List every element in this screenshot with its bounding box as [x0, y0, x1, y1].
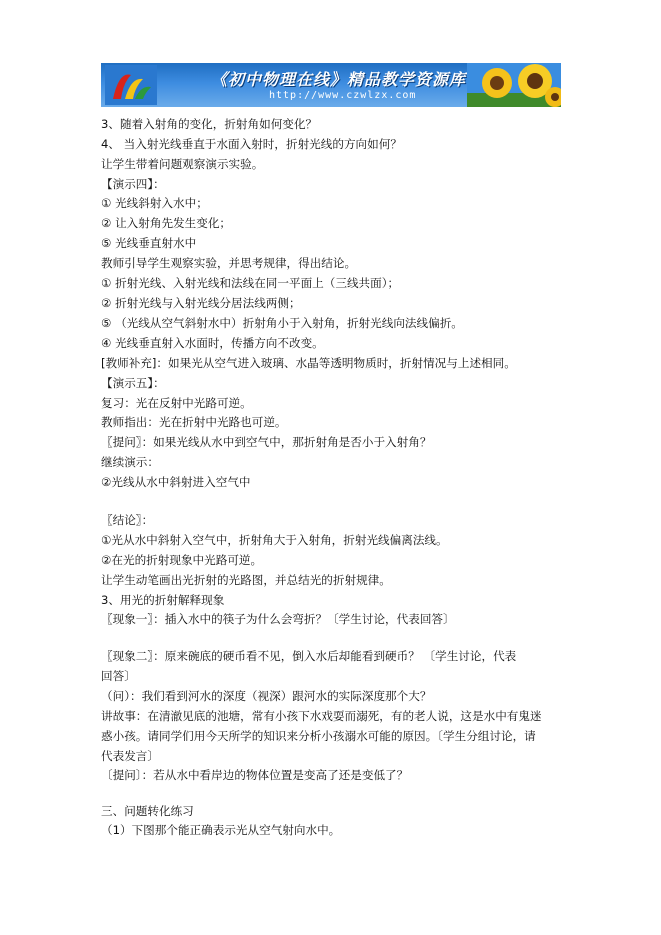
header-banner — [101, 63, 561, 107]
logo-icon — [105, 65, 157, 105]
student-drawing-task: 让学生动笔画出光折射的光路图，并总结光的折射规律。 — [101, 573, 391, 587]
demo-5-step: ②光线从水中斜射进入空气中 — [101, 475, 251, 489]
banner-title: 《初中物理在线》精品教学资源库 — [211, 70, 467, 89]
phenomenon-2: 〖现象二〗：原来碗底的硬币看不见，倒入水后却能看到硬币？ 〔学生讨论，代表 — [101, 649, 517, 663]
instruction-text: 让学生带着问题观察演示实验。 — [101, 157, 264, 171]
practice-question-1: （1）下图那个能正确表示光从空气射向水中。 — [101, 823, 341, 837]
demo-4-step-2: ② 让入射角先发生变化； — [101, 216, 232, 230]
banner-url: http://www.czwlzx.com — [269, 90, 417, 101]
story-line-3: 代表发言〕 — [101, 749, 159, 763]
shore-question: 〔提问〕：若从水中看岸边的物体位置是变高了还是变低了？ — [101, 768, 409, 782]
phenomenon-2-cont: 回答〕 — [101, 669, 136, 683]
conclusion-3: ⑤ （光线从空气斜射水中）折射角小于入射角，折射光线向法线偏折。 — [101, 316, 463, 330]
teacher-point: 教师指出：光在折射中光路也可逆。 — [101, 415, 287, 429]
conclusion-item-1: ①光从水中斜射入空气中，折射角大于入射角，折射光线偏离法线。 — [101, 533, 448, 547]
question-3: 3、随着入射角的变化，折射角如何变化？ — [101, 117, 318, 131]
story-line-1: 讲故事：在清澈见底的池塘，常有小孩下水戏耍而溺死，有的老人说，这是水中有鬼迷 — [101, 709, 542, 723]
phenomenon-1: 〖现象一〗：插入水中的筷子为什么会弯折？〔学生讨论，代表回答〕 — [101, 612, 455, 626]
conclusion-heading: 〖结论〗： — [101, 513, 154, 527]
conclusion-4: ④ 光线垂直射入水面时，传播方向不改变。 — [101, 336, 324, 350]
review-text: 复习：光在反射中光路可逆。 — [101, 396, 252, 410]
story-line-2: 惑小孩。请同学们用今天所学的知识来分析小孩溺水可能的原因。〔学生分组讨论，请 — [101, 729, 536, 743]
conclusion-2: ② 折射光线与入射光线分居法线两侧； — [101, 296, 301, 310]
demo-4-step-1: ① 光线斜射入水中； — [101, 196, 208, 210]
section-heading-3: 3、用光的折射解释现象 — [101, 593, 225, 607]
teacher-supplement: [教师补充]：如果光从空气进入玻璃、水晶等透明物质时，折射情况与上述相同。 — [101, 356, 516, 370]
conclusion-1: ① 折射光线、入射光线和法线在同一平面上（三线共面）； — [101, 276, 400, 290]
demo-5-heading: 【演示五】： — [101, 376, 165, 390]
continue-demo: 继续演示： — [101, 455, 159, 469]
question-prompt: 〖提问〗：如果光线从水中到空气中，那折射角是否小于入射角？ — [101, 435, 432, 449]
section-heading-practice: 三、问题转化练习 — [101, 804, 194, 818]
conclusion-item-2: ②在光的折射现象中光路可逆。 — [101, 553, 263, 567]
depth-question: （问）：我们看到河水的深度（视深）跟河水的实际深度那个大？ — [101, 689, 432, 703]
sunflower-icon — [467, 63, 561, 107]
question-4: 4、 当入射光线垂直于水面入射时，折射光线的方向如何？ — [101, 137, 402, 151]
demo-4-heading: 【演示四】： — [101, 177, 165, 191]
teacher-guidance: 教师引导学生观察实验，并思考规律，得出结论。 — [101, 256, 357, 270]
demo-4-step-3: ⑤ 光线垂直射水中 — [101, 236, 197, 250]
